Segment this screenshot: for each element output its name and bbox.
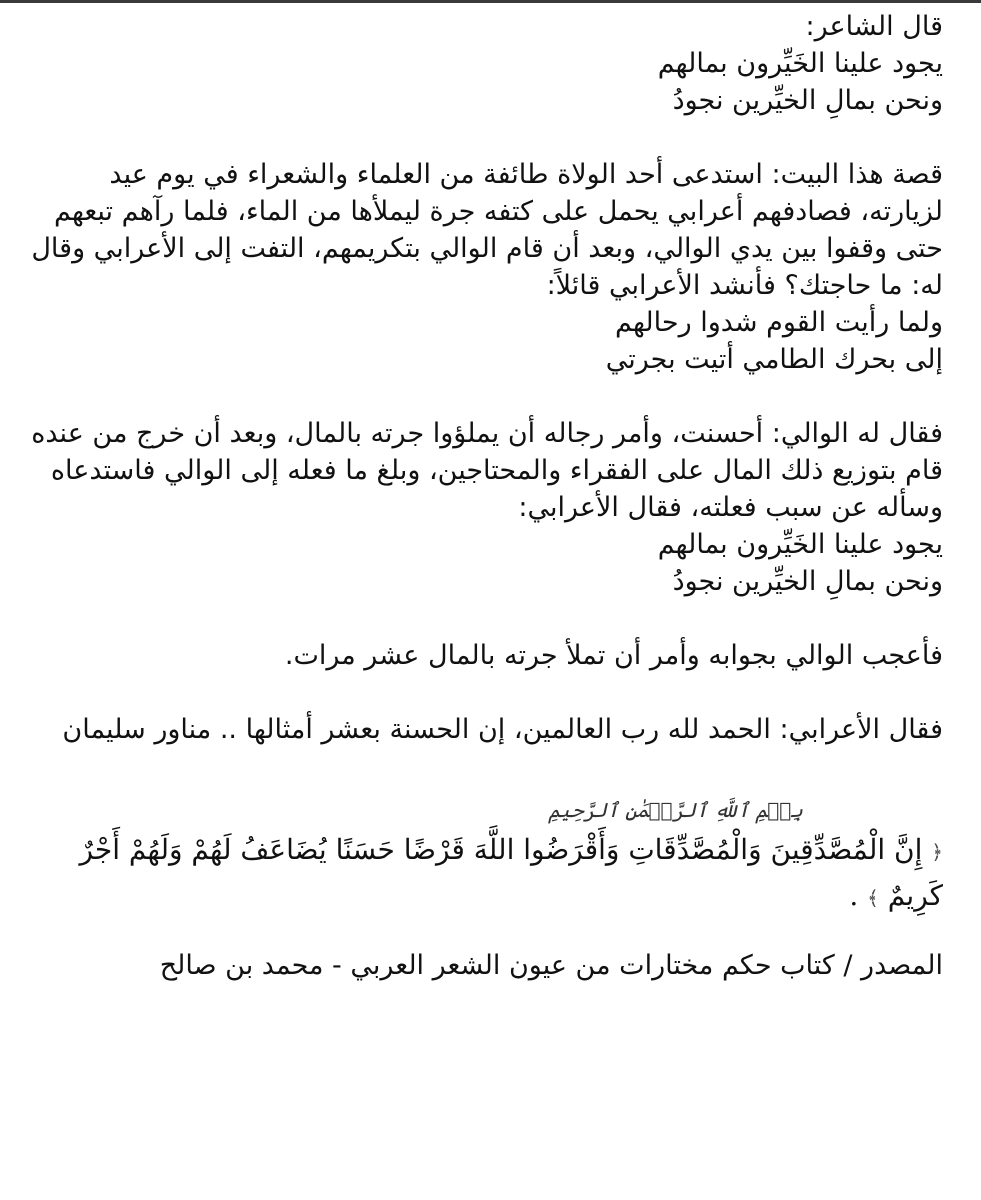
paragraph-gap xyxy=(40,378,943,415)
paragraph-gap xyxy=(40,748,943,785)
top-border xyxy=(0,0,981,3)
bedouin-verse-2: إلى بحرك الطامي أتيت بجرتي xyxy=(605,344,943,375)
reply-line: فقال له الوالي: أحسنت، وأمر رجاله أن يملؤوا جرته بالمال، وبعد أن خرج من عنده xyxy=(31,418,943,449)
closing-line: فقال الأعرابي: الحمد لله رب العالمين، إن الحسنة بعشر أمثالها .. مناور سليمان xyxy=(62,714,943,745)
document-body xyxy=(31,8,943,984)
reply-line: قام بتوزيع ذلك المال على الفقراء والمحتاجين، وبلغ ما فعله إلى الوالي فاستدعاه xyxy=(50,455,943,486)
story-line: له: ما حاجتك؟ فأنشد الأعرابي قائلاً: xyxy=(546,270,943,301)
story-line: حتى وقفوا بين يدي الوالي، وبعد أن قام الوالي بتكريمهم، التفت إلى الأعرابي وقال xyxy=(31,233,943,264)
basmala-heading: بِسۡمِ ٱللَّهِ ٱلرَّحۡمَٰنِ ٱلرَّحِيمِ xyxy=(548,798,803,822)
paragraph-gap xyxy=(40,600,943,637)
poem-verse-1: يجود علينا الخَيِّرون بمالهم xyxy=(657,48,943,79)
story-line: قصة هذا البيت: استدعى أحد الولاة طائفة من العلماء والشعراء في يوم عيد xyxy=(109,159,943,190)
verse-period: . xyxy=(849,879,859,912)
poem-intro xyxy=(40,8,943,119)
paragraph-gap xyxy=(40,674,943,711)
said-the-poet-line: قال الشاعر: xyxy=(805,11,943,42)
reply-paragraph xyxy=(31,415,943,600)
quran-verse-line-1 xyxy=(40,827,943,873)
verse-close-ornament-icon: ﴾ xyxy=(867,885,879,910)
verse-open-ornament-icon: ﴿ xyxy=(931,839,943,864)
poem-verse-2: ونحن بمالِ الخيِّرين نجودُ xyxy=(672,85,943,116)
quran-verse-text-2: كَرِيمٌ xyxy=(887,879,943,912)
reply-verse-1: يجود علينا الخَيِّرون بمالهم xyxy=(657,529,943,560)
paragraph-gap xyxy=(40,119,943,156)
story-line: لزيارته، فصادفهم أعرابي يحمل على كتفه جرة ليملأها من الماء، فلما رآهم تبعهم xyxy=(53,196,943,227)
source-line: المصدر / كتاب حكم مختارات من عيون الشعر العربي - محمد بن صالح xyxy=(159,950,943,981)
bedouin-verse-1: ولما رأيت القوم شدوا رحالهم xyxy=(615,307,943,338)
quran-verse-line-2 xyxy=(40,873,943,919)
governor-admired-line: فأعجب الوالي بجوابه وأمر أن تملأ جرته بالمال عشر مرات. xyxy=(284,640,943,671)
reply-verse-2: ونحن بمالِ الخيِّرين نجودُ xyxy=(672,566,943,597)
quran-verse-text-1: إِنَّ الْمُصَّدِّقِينَ وَالْمُصَّدِّقَاتِ وَأَقْرَضُوا اللَّهَ قَرْضًا حَسَنًا يُضَاعَفُ لَهُمْ وَلَهُمْ أَجْرٌ xyxy=(79,833,923,866)
story-paragraph xyxy=(31,156,943,378)
quran-verse-block xyxy=(40,793,943,919)
reply-line: وسأله عن سبب فعلته، فقال الأعرابي: xyxy=(518,492,943,523)
